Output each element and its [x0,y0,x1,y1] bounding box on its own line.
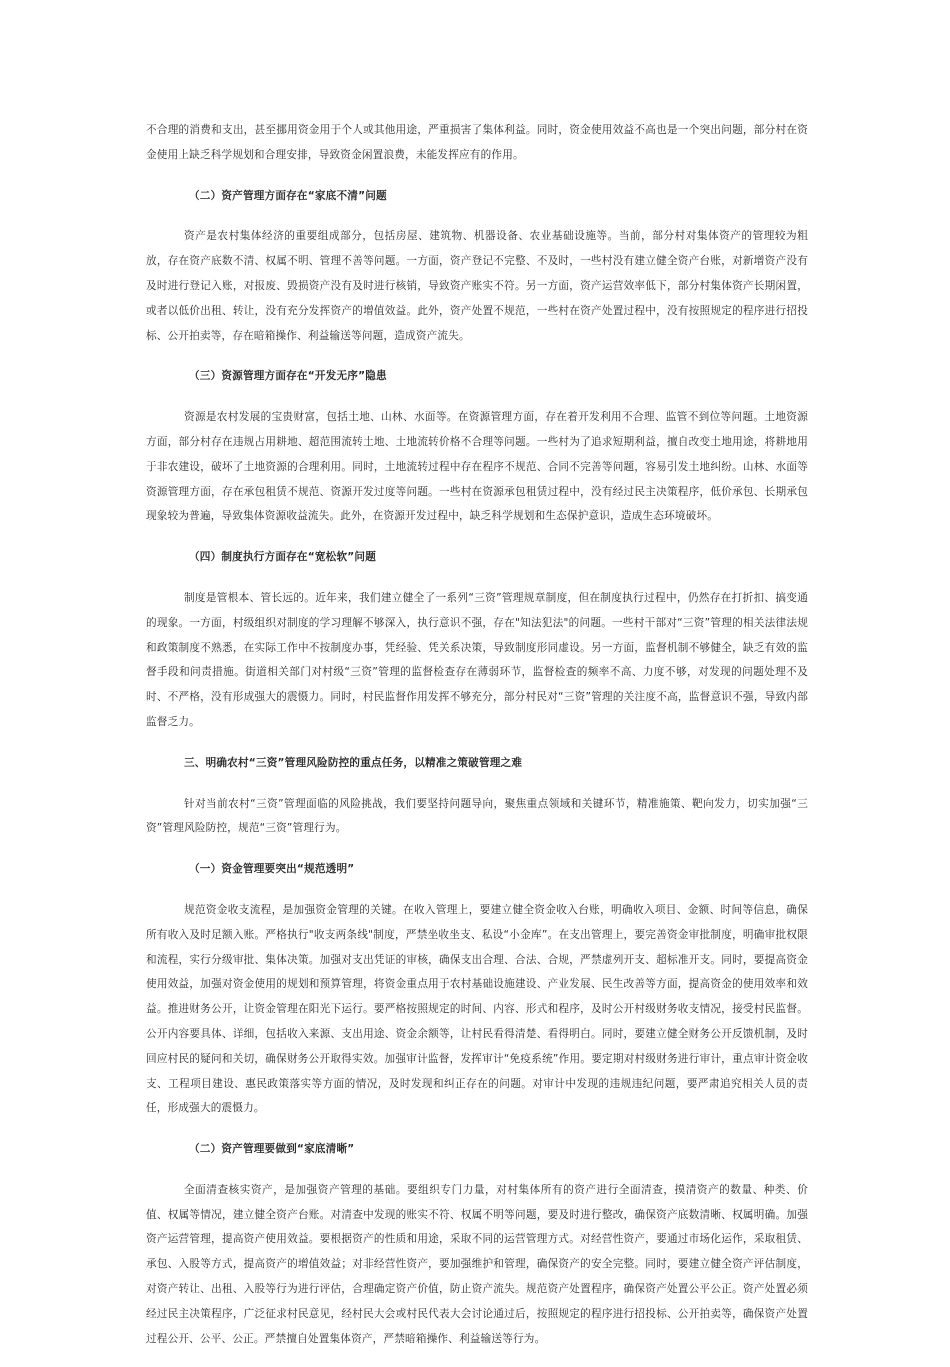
paragraph: 针对当前农村“三资”管理面临的风险挑战，我们要坚持问题导向，聚焦重点领域和关键环节，精准施策、靶向发力，切实加强“三资”管理风险防控，规范“三资”管理行为。 [146,797,808,835]
paragraph: 资源是农村发展的宝贵财富，包括土地、山林、水面等。在资源管理方面，存在着开发利用不合理、监管不到位等问题。土地资源方面，部分村存在违规占用耕地、超范围流转土地、土地流转价格不合理等问题。一些村为了追求短期利益，擅自改变土地用途，将耕地用于非农建设，破坏了土地资源的合理利用。同时，土地流转过程中存在程序不规范、合同不完善等问题，容易引发土地纠纷。山林、水面等资源管理方面，存在承包租赁不规范、资源开发过度等问题。一些村在资源承包租赁过程中，没有经过民主决策程序，低价承包、长期承包现象较为普遍，导致集体资源收益流失。此外，在资源开发过程中，缺乏科学规划和生态保护意识，造成生态环境破坏。 [146,411,808,523]
paragraph: 制度是管根本、管长远的。近年来，我们建立健全了一系列“三资”管理规章制度，但在制度执行过程中，仍然存在打折扣、搞变通的现象。一方面，村级组织对制度的学习理解不够深入，执行意识不强，存在"知法犯法"的问题。一些村干部对“三资”管理的相关法律法规和政策制度不熟悉，在实际工作中不按制度办事，凭经验、凭关系决策，导致制度形同虚设。另一方面，监督机制不够健全，缺乏有效的监督手段和问责措施。街道相关部门对村级“三资”管理的监督检查存在薄弱环节，监督检查的频率不高、力度不够，对发现的问题处理不及时、不严格，没有形成强大的震慑力。同时，村民监督作用发挥不够充分，部分村民对“三资”管理的关注度不高，监督意识不强，导致内部监督乏力。 [146,591,808,728]
paragraph: 不合理的消费和支出，甚至挪用资金用于个人或其他用途，严重损害了集体利益。同时，资金使用效益不高也是一个突出问题，部分村在资金使用上缺乏科学规划和合理安排，导致资金闲置浪费，未能发挥应有的作用。 [146,124,808,161]
paragraph: 资产是农村集体经济的重要组成部分，包括房屋、建筑物、机器设备、农业基础设施等。当前，部分村对集体资产的管理较为粗放，存在资产底数不清、权属不明、管理不善等问题。一方面，资产登记不完整、不及时，一些村没有建立健全资产台账，对新增资产没有及时进行登记入账，对报废、毁损资产没有及时进行核销，导致资产账实不符。另一方面，资产运营效率低下，部分村集体资产长期闲置，或者以低价出租、转让，没有充分发挥资产的增值效益。此外，资产处置不规范，一些村在资产处置过程中，没有按照规定的程序进行招投标、公开拍卖等，存在暗箱操作、利益输送等问题，造成资产流失。 [146,230,808,342]
section-heading: （三）资源管理方面存在“开发无序”隐患 [189,370,387,383]
section-heading: （二）资产管理方面存在“家底不清”问题 [189,189,387,202]
chapter-heading: 三、明确农村“三资”管理风险防控的重点任务，以精准之策破管理之难 [184,756,523,769]
paragraph: 全面清查核实资产，是加强资产管理的基础。要组织专门力量，对村集体所有的资产进行全面清查，摸清资产的数量、种类、价值、权属等情况，建立健全资产台账。对清查中发现的账实不符、权属不明等问题，要及时进行整改，确保资产底数清晰、权属明确。加强资产运营管理，提高资产使用效益。要根据资产的性质和用途，采取不同的运营管理方式。对经营性资产，要通过市场化运作，采取租赁、承包、入股等方式，提高资产的增值效益；对非经营性资产，要加强维护和管理，确保资产的安全完整。同时，要建立健全资产评估制度，对资产转让、出租、入股等行为进行评估，合理确定资产价值，防止资产流失。规范资产处置程序，确保资产处置公平公正。资产处置必须经过民主决策程序，广泛征求村民意见，经村民大会或村民代表大会讨论通过后，按照规定的程序进行招投标、公开拍卖等，确保资产处置过程公开、公平、公正。严禁擅自处置集体资产，严禁暗箱操作、利益输送等行为。 [146,1183,808,1345]
section-heading: （四）制度执行方面存在“宽松软”问题 [189,551,377,564]
paragraph: 规范资金收支流程，是加强资金管理的关键。在收入管理上，要建立健全资金收入台账，明确收入项目、金额、时间等信息，确保所有收入及时足额入账。严格执行"收支两条线"制度，严禁坐收坐支、私设“小金库”。在支出管理上，要完善资金审批制度，明确审批权限和流程，实行分级审批、集体决策。加强对支出凭证的审核，确保支出合理、合法、合规，严禁虚列开支、超标准开支。同时，要提高资金使用效益，加强对资金使用的规划和预算管理，将资金重点用于农村基础设施建设、产业发展、民生改善等方面，提高资金的使用效率和效益。推进财务公开，让资金管理在阳光下运行。要严格按照规定的时间、内容、形式和程序，及时公开村级财务收支情况，接受村民监督。公开内容要具体、详细，包括收入来源、支出用途、资金余额等，让村民看得清楚、看得明白。同时，要建立健全财务公开反馈机制，及时回应村民的疑问和关切，确保财务公开取得实效。加强审计监督，发挥审计“免疫系统”作用。要定期对村级财务进行审计，重点审计资金收支、工程项目建设、惠民政策落实等方面的情况，及时发现和纠正存在的问题。对审计中发现的违规违纪问题，要严肃追究相关人员的责任，形成强大的震慑力。 [146,903,808,1115]
section-heading: （一）资金管理要突出“规范透明” [189,863,355,876]
section-heading: （二）资产管理要做到“家底清晰” [189,1143,355,1156]
document-body [146,118,808,1367]
